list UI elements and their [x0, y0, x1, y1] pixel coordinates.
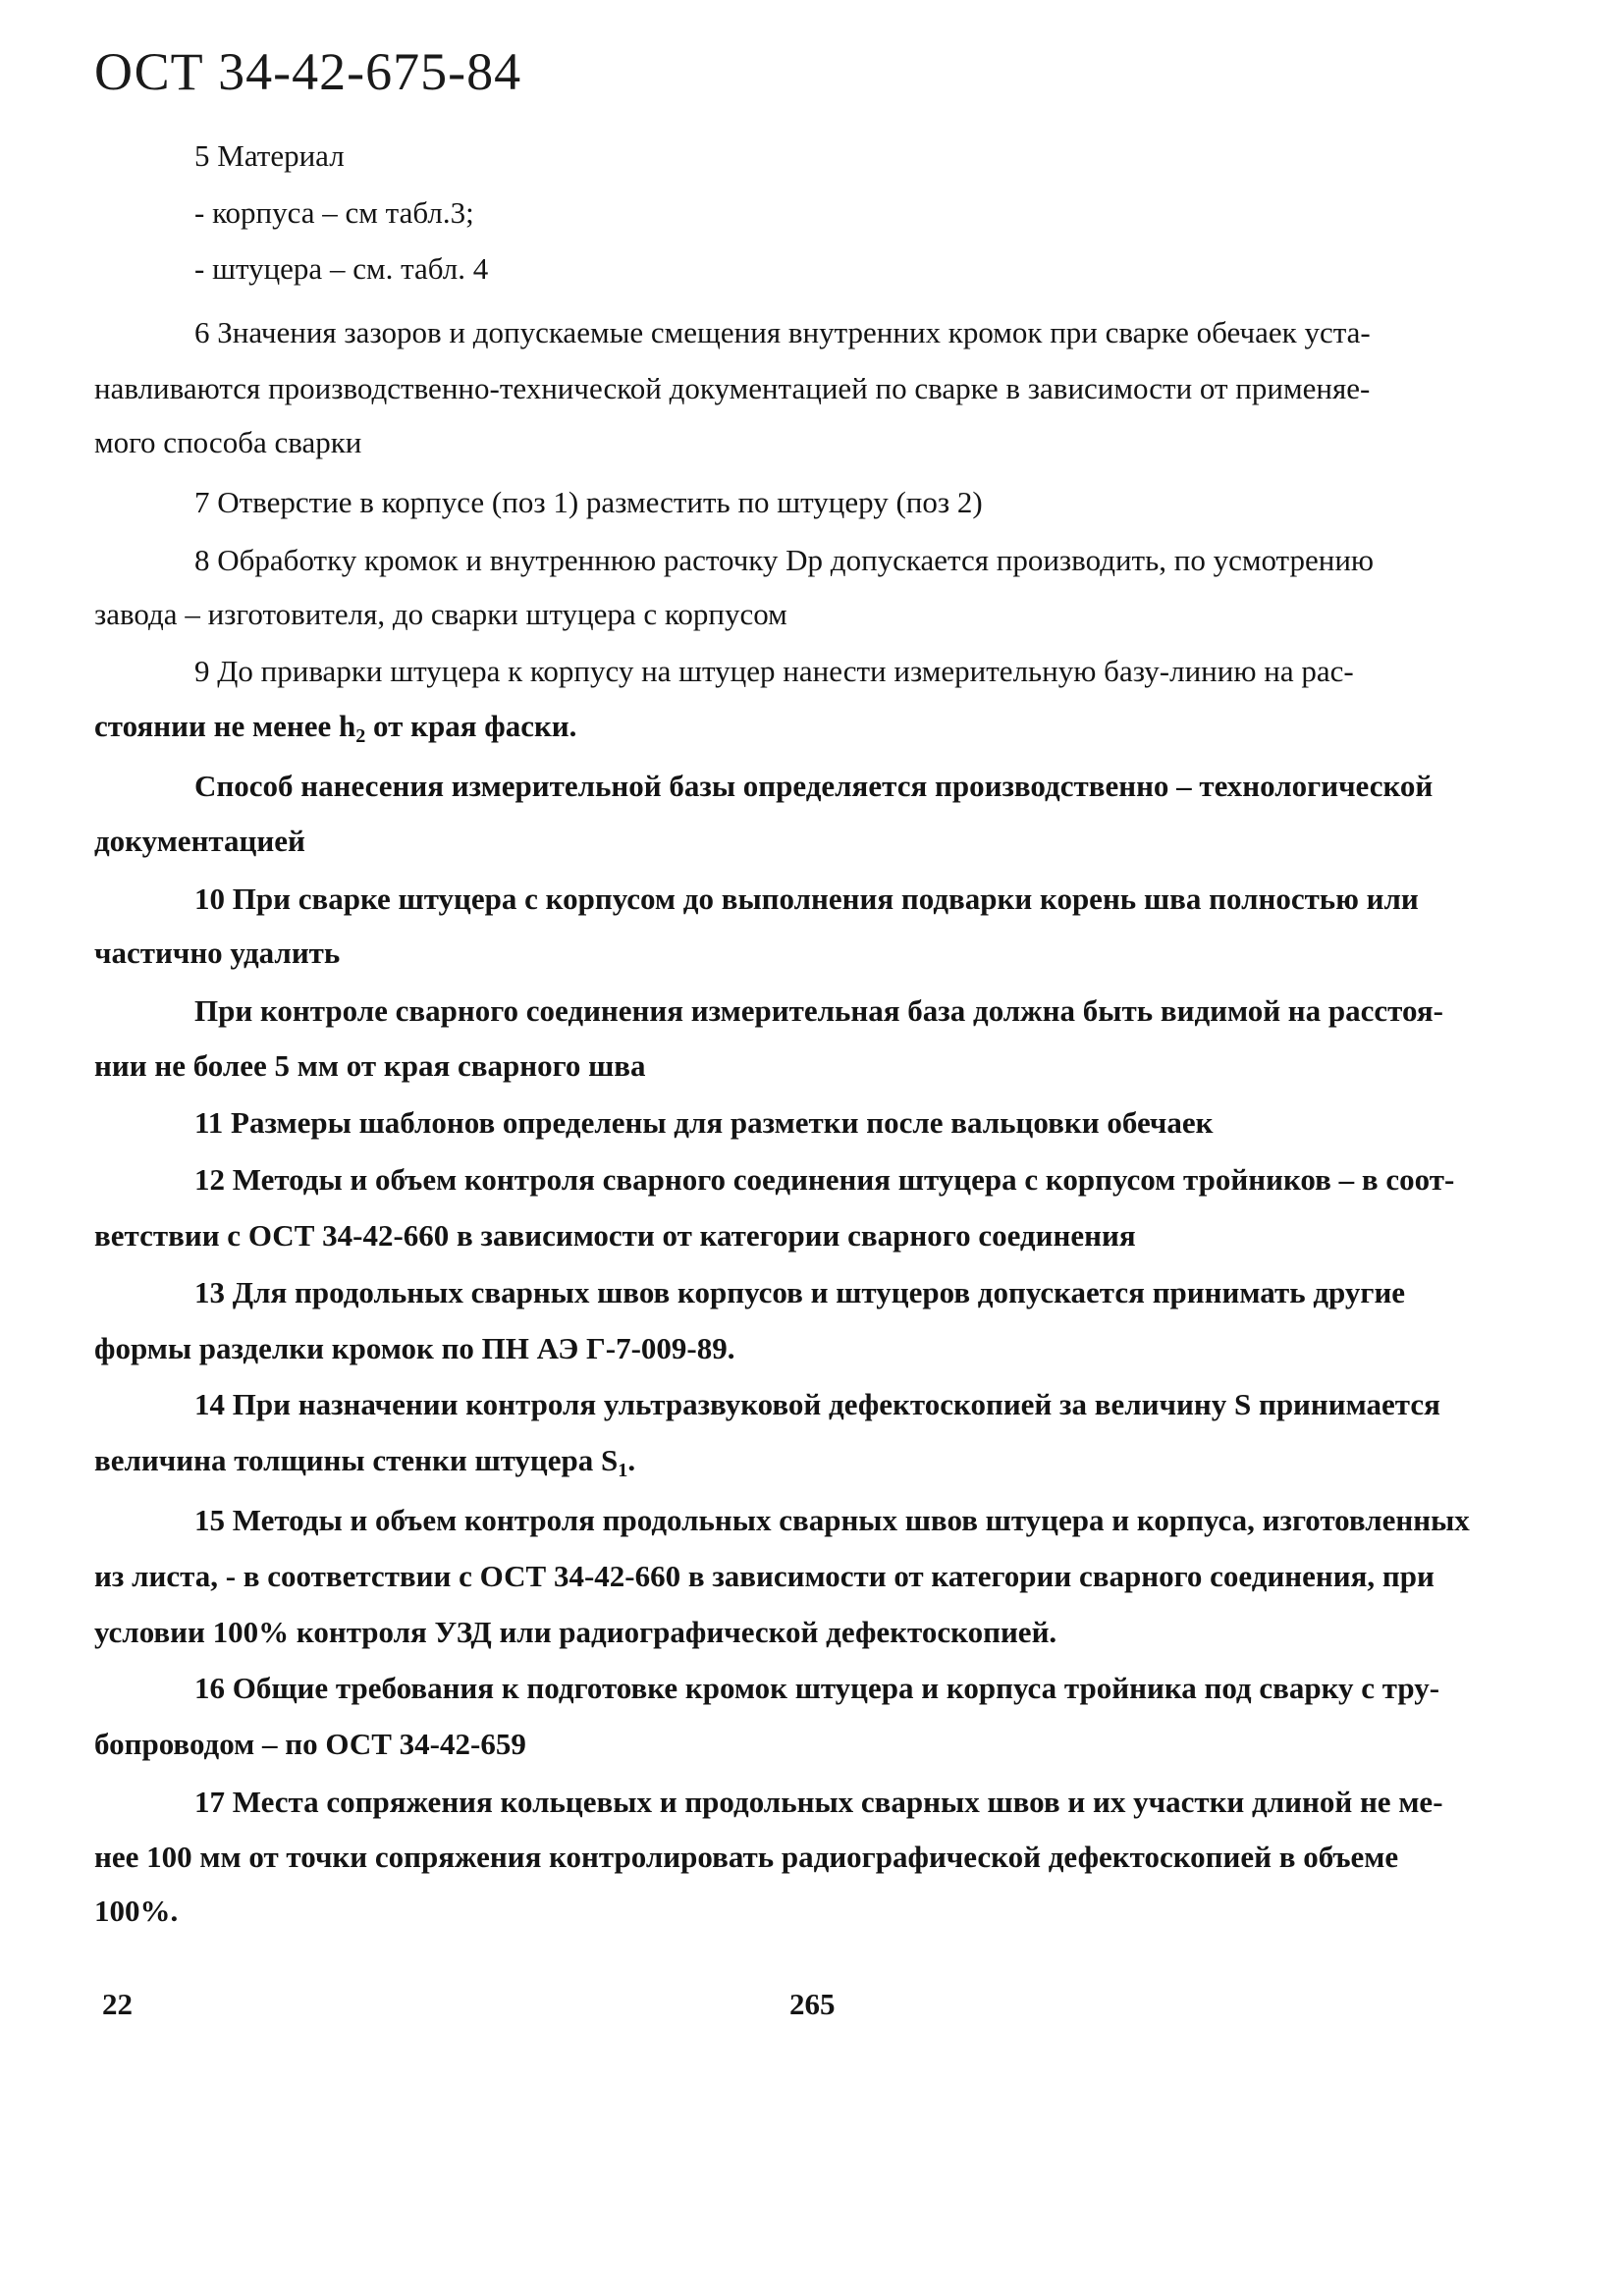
document-code: ОСТ 34-42-675-84 — [94, 42, 522, 101]
item-17-line-2: нее 100 мм от точки сопряжения контролировать радиографической дефектоскопией в объеме — [94, 1840, 1399, 1874]
item-6-line-1: 6 Значения зазоров и допускаемые смещения внутренних кромок при сварке обечаек уста- — [194, 315, 1371, 349]
item-5-heading: 5 Материал — [194, 138, 345, 173]
item-13-line-1: 13 Для продольных сварных швов корпусов и штуцеров допускается принимать другие — [194, 1275, 1406, 1309]
item-10-line-2: частично удалить — [94, 935, 341, 970]
item-12-line-2: ветствии с ОСТ 34-42-660 в зависимости от категории сварного соединения — [94, 1218, 1136, 1253]
item-12-line-1: 12 Методы и объем контроля сварного соединения штуцера с корпусом тройников – в соот- — [194, 1162, 1455, 1197]
item-13-line-2: формы разделки кромок по ПН АЭ Г-7-009-89. — [94, 1331, 735, 1365]
item-16-line-1: 16 Общие требования к подготовке кромок штуцера и корпуса тройника под сварку с тру- — [194, 1671, 1440, 1705]
control-line-2: нии не более 5 мм от края сварного шва — [94, 1048, 646, 1083]
item-14-subscript: 1 — [618, 1460, 628, 1482]
control-line-1: При контроле сварного соединения измерительная база должна быть видимой на расстоя- — [194, 993, 1443, 1028]
item-9-line-2-tail: от края фаски. — [365, 709, 577, 743]
item-8-line-1: 8 Обработку кромок и внутреннюю расточку Dр допускается производить, по усмотрению — [194, 543, 1375, 577]
page-number-center: 265 — [789, 1987, 836, 2021]
item-14-line-2-text: величина толщины стенки штуцера S — [94, 1443, 619, 1477]
measuring-base-line-2: документацией — [94, 824, 305, 858]
item-9-line-1: 9 До приварки штуцера к корпусу на штуцер нанести измерительную базу-линию на рас- — [194, 654, 1354, 688]
item-5-body-material: - корпуса – см табл.3; — [194, 195, 474, 230]
item-11-line-1: 11 Размеры шаблонов определены для разметки после вальцовки обечаек — [194, 1105, 1214, 1140]
measuring-base-line-1: Способ нанесения измерительной базы определяется производственно – технологической — [194, 769, 1434, 803]
item-14-line-2-tail: . — [627, 1443, 636, 1477]
item-9-subscript: 2 — [355, 725, 366, 748]
item-15-line-2: из листа, - в соответствии с ОСТ 34-42-660 в зависимости от категории сварного соединения, при — [94, 1559, 1435, 1593]
item-9-line-2-text: стоянии не менее h — [94, 709, 356, 743]
item-10-line-1: 10 При сварке штуцера с корпусом до выполнения подварки корень шва полностью или — [194, 881, 1419, 916]
page-number-left: 22 — [102, 1987, 133, 2021]
item-7-line-1: 7 Отверстие в корпусе (поз 1) разместить по штуцеру (поз 2) — [194, 485, 983, 519]
item-17-line-3: 100%. — [94, 1894, 179, 1928]
item-6-line-2: навливаются производственно-технической документацией по сварке в зависимости от применяе- — [94, 371, 1371, 405]
item-15-line-1: 15 Методы и объем контроля продольных сварных швов штуцера и корпуса, изготовленных — [194, 1503, 1470, 1537]
item-17-line-1: 17 Места сопряжения кольцевых и продольных сварных швов и их участки длиной не ме- — [194, 1785, 1443, 1819]
item-14-line-1: 14 При назначении контроля ультразвуковой дефектоскопией за величину S принимается — [194, 1387, 1440, 1421]
item-16-line-2: бопроводом – по ОСТ 34-42-659 — [94, 1727, 526, 1761]
item-6-line-3: мого способа сварки — [94, 425, 362, 459]
item-15-line-3: условии 100% контроля УЗД или радиографической дефектоскопией. — [94, 1615, 1057, 1649]
item-5-fitting-material: - штуцера – см. табл. 4 — [194, 251, 489, 286]
item-9-line-2 — [94, 709, 576, 754]
item-14-line-2 — [94, 1443, 635, 1488]
item-8-line-2: завода – изготовителя, до сварки штуцера с корпусом — [94, 597, 787, 631]
